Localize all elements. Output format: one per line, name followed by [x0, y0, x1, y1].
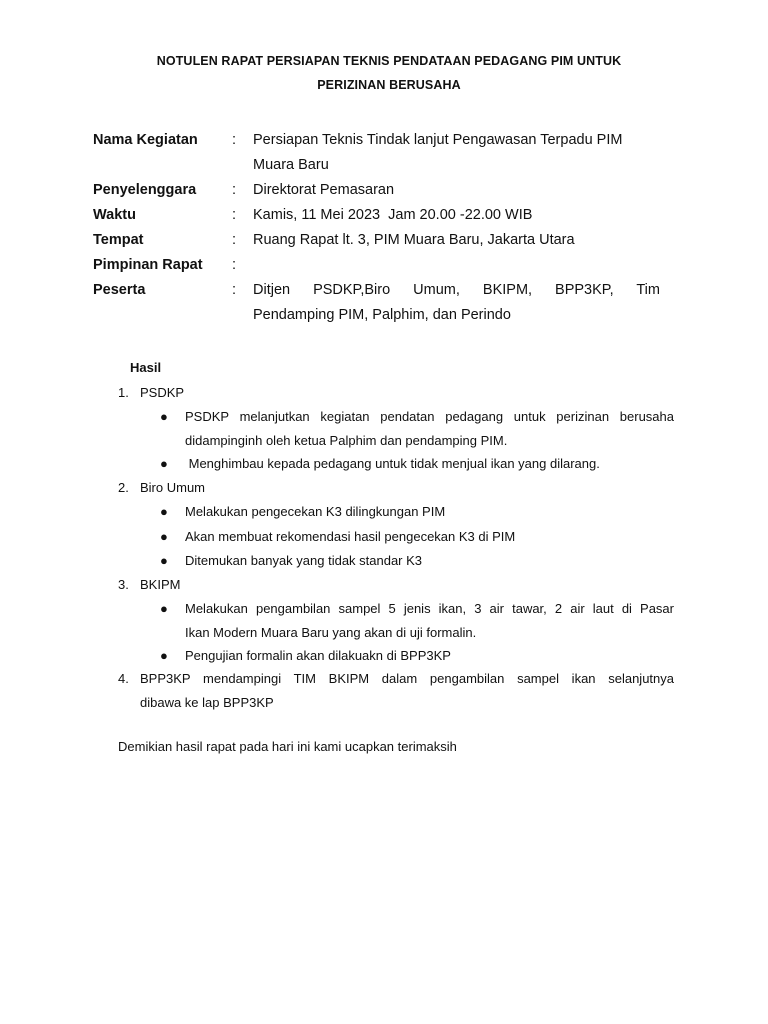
info-colon: :: [232, 257, 237, 273]
list-item-line: dibawa ke lap BPP3KP: [140, 694, 274, 710]
bullet-line: Melakukan pengambilan sampel 5 jenis ikan, 3 air tawar, 2 air laut di Pasar: [185, 601, 674, 616]
bullet-dot-icon: ●: [160, 456, 168, 471]
info-label: Peserta: [93, 282, 146, 298]
bullet-item: [160, 525, 674, 549]
bullet-text: Pengujian formalin akan dilakuakn di BPP3KP: [185, 648, 451, 663]
bullet-dot-icon: ●: [160, 648, 168, 663]
info-colon: :: [232, 207, 237, 223]
bullet-dot-icon: ●: [160, 601, 168, 616]
list-item: [118, 667, 674, 714]
info-label: Nama Kegiatan: [93, 132, 198, 148]
meeting-info-table: [93, 128, 668, 328]
info-value-line: Persiapan Teknis Tindak lanjut Pengawasan Terpadu PIM: [253, 132, 623, 148]
info-colon: :: [232, 132, 237, 148]
closing-statement: Demikian hasil rapat pada hari ini kami ucapkan terimaksih: [118, 739, 457, 754]
info-value-line: Muara Baru: [253, 157, 329, 173]
list-item: [118, 573, 674, 597]
info-colon: :: [232, 232, 237, 248]
bullet-text: Menghimbau kepada pedagang untuk tidak menjual ikan yang dilarang.: [185, 456, 600, 471]
list-number: 3.: [118, 577, 129, 592]
bullet-text: [185, 405, 674, 452]
list-item-line: BPP3KP mendampingi TIM BKIPM dalam pengambilan sampel ikan selanjutnya: [140, 671, 674, 686]
bullet-item: [160, 405, 674, 452]
bullet-line: Ikan Modern Muara Baru yang akan di uji formalin.: [185, 624, 477, 640]
info-label: Pimpinan Rapat: [93, 257, 203, 273]
bullet-text: Ditemukan banyak yang tidak standar K3: [185, 553, 423, 568]
info-value: [253, 253, 660, 278]
bullet-line: PSDKP melanjutkan kegiatan pendatan pedagang untuk perizinan berusaha: [185, 409, 674, 424]
list-item-title: PSDKP: [140, 385, 185, 400]
list-item: [118, 476, 674, 500]
document-title-line-2: PERIZINAN BERUSAHA: [317, 78, 461, 92]
list-item-title: Biro Umum: [140, 480, 206, 495]
list-item: [118, 381, 674, 405]
bullet-dot-icon: ●: [160, 553, 168, 568]
bullet-dot-icon: ●: [160, 529, 168, 544]
document-title-line-1: NOTULEN RAPAT PERSIAPAN TEKNIS PENDATAAN PEDAGANG PIM UNTUK: [156, 54, 622, 68]
info-label: Waktu: [93, 207, 136, 223]
info-value: Direktorat Pemasaran: [253, 182, 395, 198]
list-number: 2.: [118, 480, 129, 495]
hasil-heading: Hasil: [130, 360, 162, 375]
info-value-line: Pendamping PIM, Palphim, dan Perindo: [253, 307, 511, 323]
bullet-dot-icon: ●: [160, 409, 168, 424]
list-item-text: [140, 667, 674, 714]
bullet-item: [160, 597, 674, 644]
list-item-title: BKIPM: [140, 577, 181, 592]
bullet-item: [160, 452, 674, 476]
info-label: Tempat: [93, 232, 144, 248]
info-row-peserta: [93, 278, 668, 328]
info-label: Penyelenggara: [93, 182, 197, 198]
info-value: [253, 128, 660, 178]
info-colon: :: [232, 182, 237, 198]
list-number: 4.: [118, 671, 129, 686]
bullet-text: [185, 597, 674, 644]
info-value: Kamis, 11 Mei 2023 Jam 20.00 -22.00 WIB: [253, 207, 533, 223]
list-number: 1.: [118, 385, 129, 400]
info-row-penyelenggara: [93, 178, 668, 203]
bullet-item: [160, 644, 674, 668]
info-value-line: Ditjen PSDKP,Biro Umum, BKIPM, BPP3KP, Tim: [253, 282, 660, 298]
info-value: [253, 278, 660, 328]
info-row-tempat: [93, 228, 668, 253]
bullet-text: Akan membuat rekomendasi hasil pengecekan K3 di PIM: [185, 529, 516, 544]
bullet-line: didampinginh oleh ketua Palphim dan pendamping PIM.: [185, 432, 508, 448]
info-row-waktu: [93, 203, 668, 228]
bullet-item: [160, 549, 674, 573]
bullet-item: [160, 500, 674, 524]
info-row-nama-kegiatan: [93, 128, 668, 178]
info-colon: :: [232, 282, 237, 298]
bullet-dot-icon: ●: [160, 504, 168, 519]
info-value: Ruang Rapat lt. 3, PIM Muara Baru, Jakarta Utara: [253, 232, 575, 248]
info-row-pimpinan-rapat: [93, 253, 668, 278]
bullet-text: Melakukan pengecekan K3 dilingkungan PIM: [185, 504, 446, 519]
